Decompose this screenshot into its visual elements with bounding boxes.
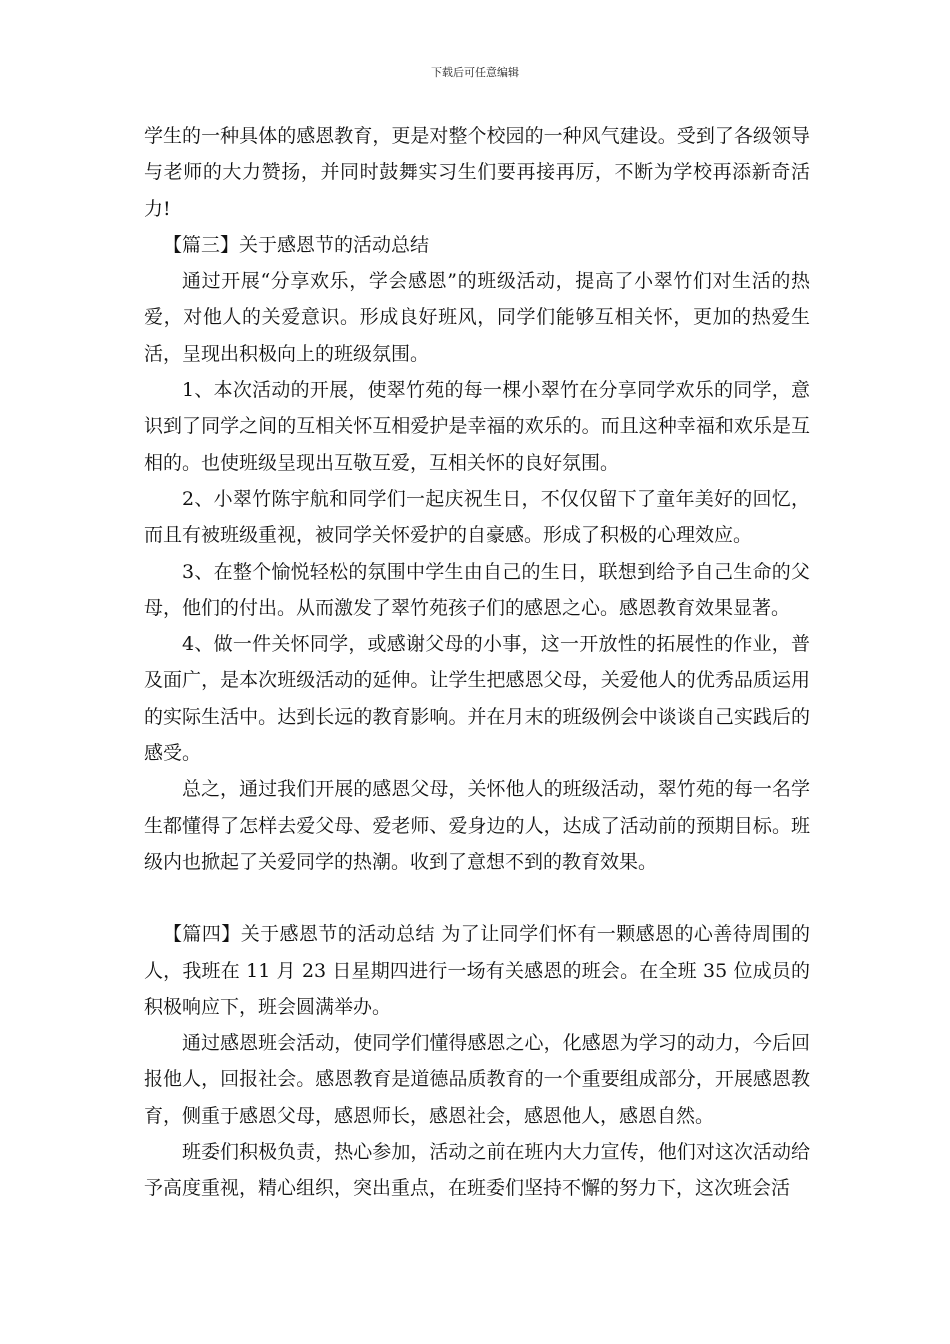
paragraph-point-2: 2、小翠竹陈宇航和同学们一起庆祝生日，不仅仅留下了童年美好的回忆，而且有被班级重视，被同学关怀爱护的自豪感。形成了积极的心理效应。: [144, 487, 810, 547]
paragraph-conclusion: 总之，通过我们开展的感恩父母，关怀他人的班级活动，翠竹苑的每一名学生都懂得了怎样去爱父母、爱老师、爱身边的人，达成了活动前的预期目标。班级内也掀起了关爱同学的热潮。收到了意想不到的教育效果。: [144, 778, 810, 873]
paragraph-part4-body-1: 通过感恩班会活动，使同学们懂得感恩之心，化感恩为学习的动力，今后回报他人，回报社会。感恩教育是道德品质教育的一个重要组成部分，开展感恩教育，侧重于感恩父母，感恩师长，感恩社会，感恩他人，感恩自然。: [144, 1032, 810, 1127]
section-heading-part4: 【篇四】关于感恩节的活动总结 为了让同学们怀有一颗感恩的心善待周围的人，我班在 11 月 23 日星期四进行一场有关感恩的班会。在全班 35 位成员的积极响应下，班会圆满举办。: [144, 923, 810, 1018]
paragraph-point-4: 4、做一件关怀同学，或感谢父母的小事，这一开放性的拓展性的作业，普及面广，是本次班级活动的延伸。让学生把感恩父母，关爱他人的优秀品质运用的实际生活中。达到长远的教育影响。并在月末的班级例会中谈谈自己实践后的感受。: [144, 633, 810, 765]
section-heading-part3: 【篇三】关于感恩节的活动总结: [163, 233, 430, 256]
paragraph-point-3: 3、在整个愉悦轻松的氛围中学生由自己的生日，联想到给予自己生命的父母，他们的付出。从而激发了翠竹苑孩子们的感恩之心。感恩教育效果显著。: [144, 560, 810, 619]
paragraph-part4-body-2: 班委们积极负责，热心参加，活动之前在班内大力宣传，他们对这次活动给予高度重视，精心组织，突出重点，在班委们坚持不懈的努力下，这次班会活: [144, 1141, 810, 1200]
document-body: [144, 118, 810, 1207]
paragraph-continuation: 学生的一种具体的感恩教育，更是对整个校园的一种风气建设。受到了各级领导与老师的大力赞扬，并同时鼓舞实习生们要再接再厉，不断为学校再添新奇活力!: [144, 125, 810, 220]
page-header: 下载后可任意编辑: [431, 66, 519, 79]
paragraph-point-1: 1、本次活动的开展，使翠竹苑的每一棵小翠竹在分享同学欢乐的同学，意识到了同学之间的互相关怀互相爱护是幸福的欢乐的。而且这种幸福和欢乐是互相的。也使班级呈现出互敬互爱，互相关怀的良好氛围。: [144, 379, 810, 474]
paragraph-intro: 通过开展“分享欢乐，学会感恩”的班级活动，提高了小翠竹们对生活的热爱，对他人的关爱意识。形成良好班风，同学们能够互相关怀，更加的热爱生活，呈现出积极向上的班级氛围。: [144, 270, 810, 365]
